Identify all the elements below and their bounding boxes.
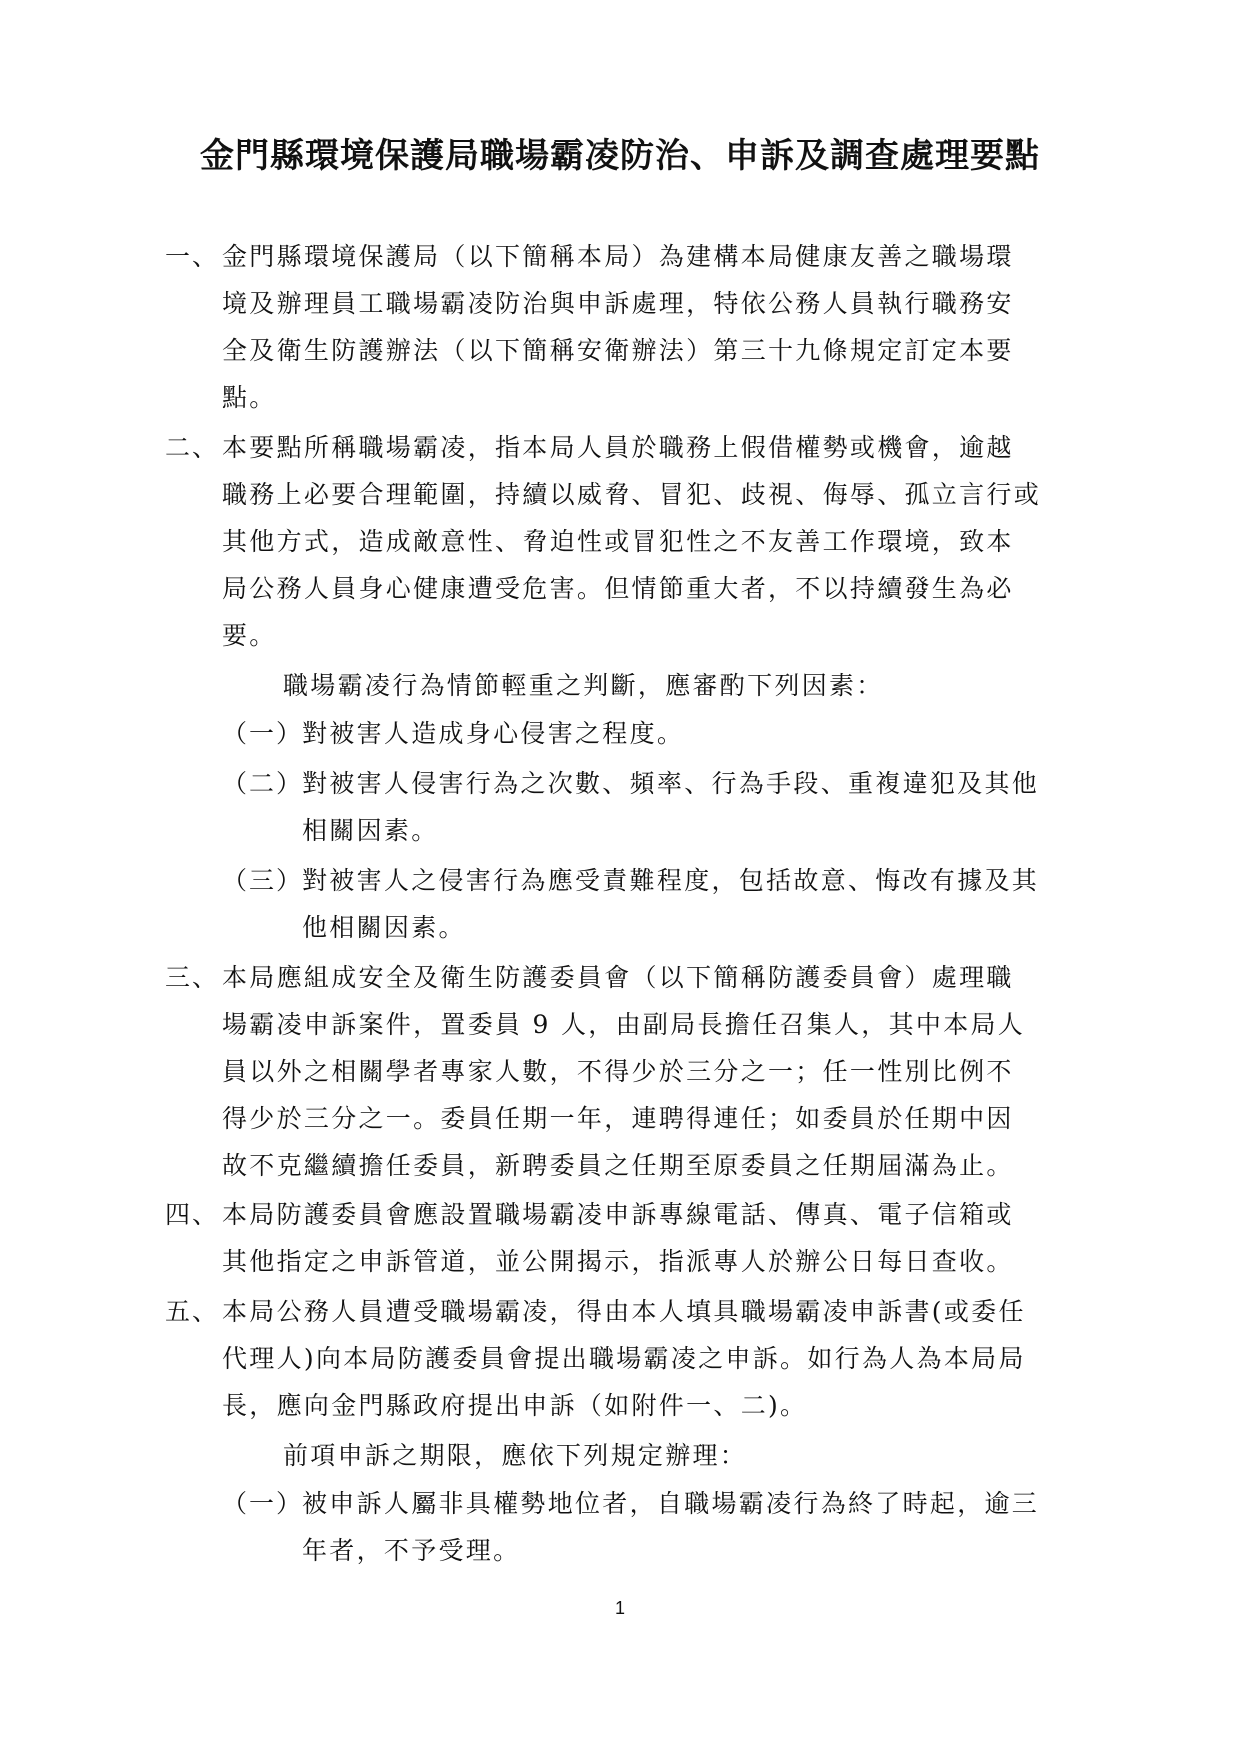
section-line: 要。 [222, 621, 277, 650]
section-line: 員以外之相關學者專家人數，不得少於三分之一；任一性別比例不 [222, 1057, 1014, 1086]
item-line: 對被害人之侵害行為應受責難程度，包括故意、悔改有據及其 [302, 866, 1040, 895]
section-paragraph: 前項申訴之期限，應依下列規定辦理： [283, 1441, 748, 1470]
section-line: 點。 [222, 383, 277, 412]
item-number: （一） [222, 1489, 304, 1518]
section-line: 其他指定之申訴管道，並公開揭示，指派專人於辦公日每日查收。 [222, 1247, 1014, 1276]
section-line: 職務上必要合理範圍，持續以威脅、冒犯、歧視、侮辱、孤立言行或 [222, 480, 1042, 509]
section-paragraph: 職場霸凌行為情節輕重之判斷，應審酌下列因素： [283, 671, 884, 700]
section-line: 全及衛生防護辦法（以下簡稱安衛辦法）第三十九條規定訂定本要 [222, 336, 1014, 365]
section-number: 二、 [165, 433, 220, 462]
item-line: 對被害人造成身心侵害之程度。 [302, 719, 685, 748]
section-number: 一、 [165, 242, 220, 271]
section-line: 金門縣環境保護局（以下簡稱本局）為建構本局健康友善之職場環 [222, 242, 1014, 271]
section-line: 故不克繼續擔任委員，新聘委員之任期至原委員之任期屆滿為止。 [222, 1151, 1014, 1180]
item-line: 他相關因素。 [302, 913, 466, 942]
section-line: 長，應向金門縣政府提出申訴（如附件一、二)。 [222, 1391, 808, 1420]
section-line: 本局防護委員會應設置職場霸凌申訴專線電話、傳真、電子信箱或 [222, 1200, 1014, 1229]
item-number: （一） [222, 719, 304, 748]
section-number: 四、 [165, 1200, 220, 1229]
section-number: 五、 [165, 1297, 220, 1326]
item-number: （二） [222, 769, 304, 798]
page-number: 1 [614, 1598, 625, 1618]
section-line: 代理人)向本局防護委員會提出職場霸凌之申訴。如行為人為本局局 [222, 1344, 1026, 1373]
item-line: 年者，不予受理。 [302, 1536, 521, 1565]
section-line: 局公務人員身心健康遭受危害。但情節重大者，不以持續發生為必 [222, 574, 1014, 603]
section-line: 本局應組成安全及衛生防護委員會（以下簡稱防護委員會）處理職 [222, 963, 1014, 992]
section-number: 三、 [165, 963, 220, 992]
section-line: 境及辦理員工職場霸凌防治與申訴處理，特依公務人員執行職務安 [222, 289, 1014, 318]
section-line: 場霸凌申訴案件，置委員 9 人，由副局長擔任召集人，其中本局人 [222, 1010, 1026, 1039]
section-line: 本局公務人員遭受職場霸凌，得由本人填具職場霸凌申訴書(或委任 [222, 1297, 1026, 1326]
item-line: 對被害人侵害行為之次數、頻率、行為手段、重複違犯及其他 [302, 769, 1040, 798]
section-line: 本要點所稱職場霸凌，指本局人員於職務上假借權勢或機會，逾越 [222, 433, 1014, 462]
item-line: 被申訴人屬非具權勢地位者，自職場霸凌行為終了時起，逾三 [302, 1489, 1040, 1518]
item-line: 相關因素。 [302, 816, 439, 845]
section-line: 其他方式，造成敵意性、脅迫性或冒犯性之不友善工作環境，致本 [222, 527, 1014, 556]
item-number: （三） [222, 866, 304, 895]
page-title: 金門縣環境保護局職場霸凌防治、申訴及調查處理要點 [200, 136, 1040, 176]
section-line: 得少於三分之一。委員任期一年，連聘得連任；如委員於任期中因 [222, 1104, 1014, 1133]
